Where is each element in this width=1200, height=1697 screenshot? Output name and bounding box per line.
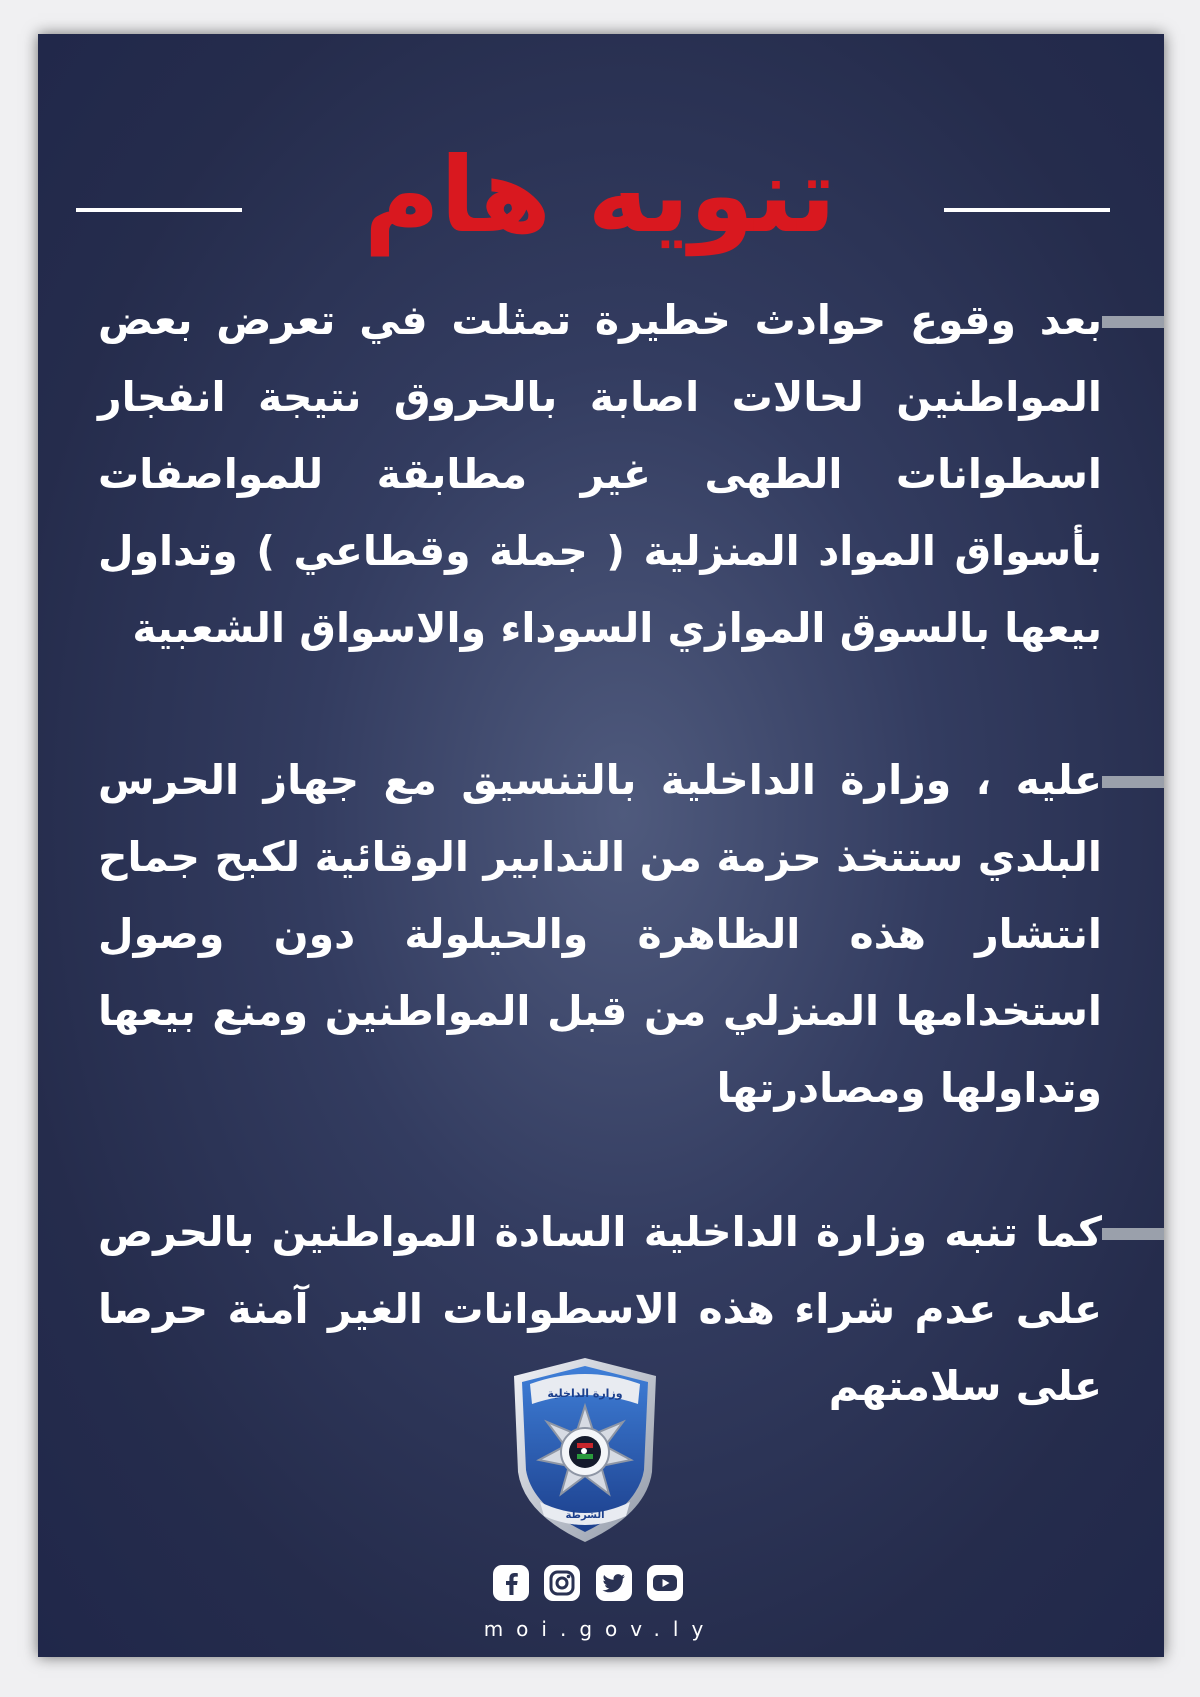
logo-bottom-text: الشرطة bbox=[565, 1510, 605, 1521]
website-url[interactable]: moi.gov.ly bbox=[483, 1617, 717, 1641]
logo-top-text: وزارة الداخلية bbox=[547, 1387, 623, 1400]
paragraph-marker bbox=[1102, 776, 1164, 788]
paragraph-marker bbox=[1102, 1228, 1164, 1240]
social-icons bbox=[492, 1564, 684, 1604]
notice-paragraph-2: عليه ، وزارة الداخلية بالتنسيق مع جهاز الحرس البلدي ستتخذ حزمة من التدابير الوقائية لكبح جماح انتشار هذه الظاهرة والحيلولة دون وصول استخدامها المنزلي من قبل المواطنين ومنع بيعها وتداولها ومصادرتها bbox=[98, 756, 1102, 1112]
notice-paragraph-3: كما تنبه وزارة الداخلية السادة المواطنين بالحرص على عدم شراء هذه الاسطوانات الغير آمنة حرصا على سلامتهم bbox=[98, 1208, 1102, 1410]
youtube-icon[interactable] bbox=[646, 1564, 684, 1602]
instagram-icon[interactable] bbox=[543, 1564, 581, 1602]
notice-title: تنويه هام bbox=[363, 134, 837, 256]
paragraph-marker bbox=[1102, 316, 1164, 328]
ministry-police-emblem-logo bbox=[506, 1354, 664, 1546]
notice-paragraph-1: بعد وقوع حوادث خطيرة تمثلت في تعرض بعض المواطنين لحالات اصابة بالحروق نتيجة انفجار اسطوانات الطهى غير مطابقة للمواصفات بأسواق المواد المنزلية ( جملة وقطاعي ) وتداول بيعها بالسوق الموازي السوداء والاسواق الشعبية bbox=[98, 296, 1102, 652]
facebook-icon[interactable] bbox=[492, 1564, 530, 1602]
twitter-icon[interactable] bbox=[595, 1564, 633, 1602]
